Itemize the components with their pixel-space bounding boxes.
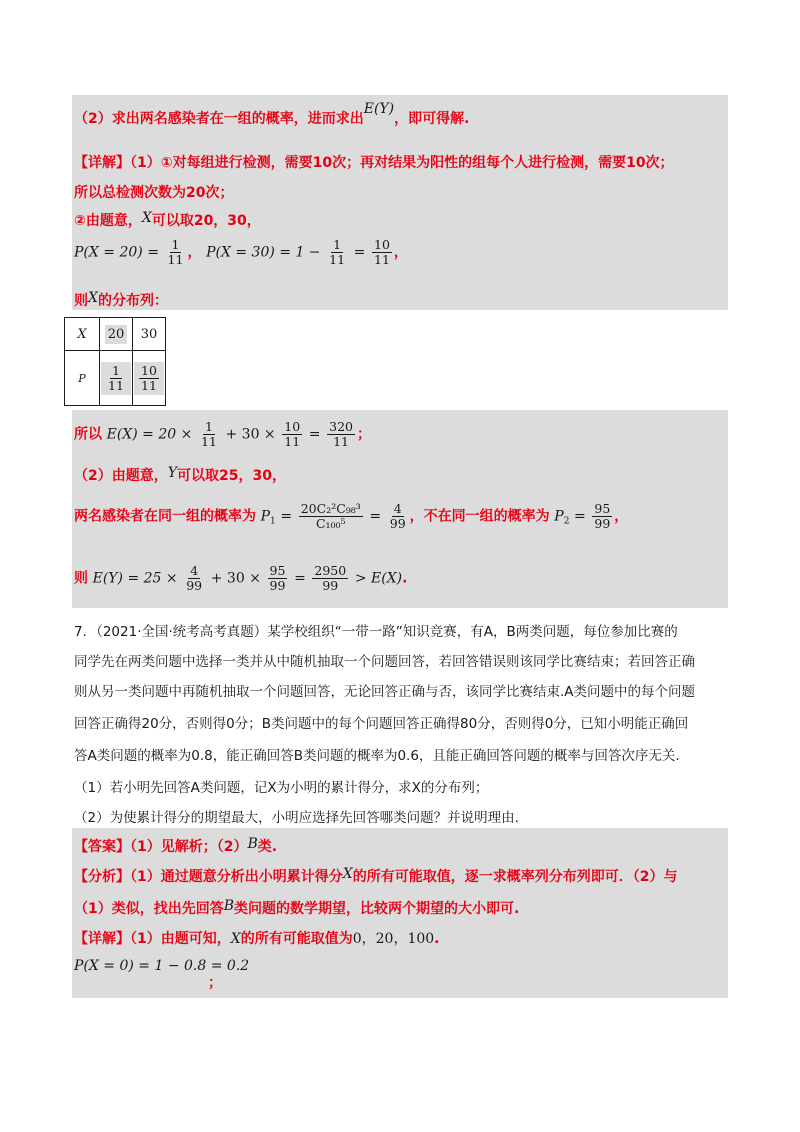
fraction (327, 420, 355, 449)
table-cell (65, 351, 100, 406)
numerator: 10 (374, 237, 390, 252)
math: P(X = 30) = 1 − (206, 244, 321, 261)
denominator: C₁₀₀⁵ (315, 516, 346, 531)
numerator: 4 (393, 501, 402, 516)
analysis-part2 (74, 101, 470, 128)
var-x: X (342, 866, 353, 882)
header-value: 20 (105, 325, 128, 344)
denominator: 11 (200, 434, 217, 449)
var-y: Y (167, 465, 177, 481)
text: . (402, 570, 408, 587)
answer-tag: 【答案】 (74, 839, 130, 855)
numerator: 2950 (314, 563, 347, 578)
expectation-ey: E(Y) (363, 101, 395, 117)
prob-cell (134, 362, 164, 395)
math: = (353, 244, 366, 261)
line-end (208, 972, 222, 992)
detail-part1 (74, 152, 674, 172)
var-x: X (88, 290, 98, 306)
distribution-table (64, 317, 166, 406)
text: . (434, 931, 440, 947)
question-subpart: （1）若小明先回答A类问题，记X为小明的累计得分，求X的分布列； (74, 780, 489, 796)
denominator: 11 (284, 434, 301, 449)
row-label-p: P (78, 371, 86, 385)
fraction (282, 420, 302, 449)
fraction (139, 364, 159, 393)
numerator: 1 (204, 419, 213, 434)
text: 的所有可能取值，逐一求概率列分布列即可．（2）与 (352, 869, 678, 885)
text: 可以取25，30， (177, 468, 286, 484)
detail-x-values (74, 210, 261, 230)
fraction (166, 238, 186, 267)
question-line: 7．（2021·全国·统考高考真题）某学校组织“一带一路”知识竞赛，有A，B两类问题，每位参加比赛的 (74, 624, 678, 640)
text: （1）由题可知， (130, 931, 231, 947)
numerator: 4 (190, 563, 199, 578)
text: 两名感染者在同一组的概率为 (74, 508, 256, 525)
analysis-tag: 【分析】 (74, 869, 130, 885)
text: （1）类似，找出先回答 (74, 901, 224, 917)
math: 2 (563, 516, 570, 527)
math: E(X) = 20 × (106, 426, 193, 443)
text: 所以 (74, 426, 102, 443)
expectation-x (74, 420, 371, 449)
math: = (574, 508, 586, 525)
text: 所以总检测次数为20次； (74, 185, 234, 201)
text: （1）见解析；（2） (130, 839, 248, 855)
math: > E(X) (354, 570, 403, 587)
math: P(X = 20) = (74, 244, 159, 261)
table-row (65, 351, 166, 406)
expectation-y (74, 564, 407, 593)
fraction (372, 238, 392, 267)
var-b: B (247, 836, 258, 852)
text: （2）求出两名感染者在一组的概率，进而求出 (74, 111, 364, 127)
question-line: 答A类问题的概率为0.8，能正确回答B类问题的概率为0.6，且能正确回答问题的概率与回答次序无关. (74, 748, 680, 764)
math: = (294, 570, 306, 587)
header-value: 30 (140, 326, 158, 342)
math: E(Y) = 25 × (92, 570, 178, 587)
text: ； (208, 975, 222, 991)
values: 0，20，100 (352, 931, 435, 947)
text: 类. (257, 839, 278, 855)
denominator: 11 (329, 252, 346, 267)
fraction (592, 502, 612, 531)
detail-tag: 【详解】 (74, 155, 130, 171)
text: 可以取20，30， (151, 213, 261, 229)
numerator: 95 (594, 501, 611, 516)
text: 则 (74, 293, 88, 309)
text: （2）由题意， (74, 468, 168, 484)
fraction (312, 564, 348, 593)
denominator: 99 (269, 578, 286, 593)
header-x: X (77, 326, 87, 342)
text: ； (357, 426, 371, 443)
denominator: 11 (141, 377, 157, 393)
table-cell (65, 318, 100, 351)
math: = (369, 508, 382, 525)
denominator: 11 (374, 252, 390, 267)
text: 则 (74, 570, 88, 587)
math: + 30 × (210, 570, 261, 587)
math: = (308, 426, 321, 443)
numerator: 95 (269, 563, 286, 578)
same-group-probability (74, 502, 628, 531)
answer-line (74, 836, 277, 856)
numerator: 1 (171, 237, 180, 252)
math: + 30 × (225, 426, 276, 443)
fraction (388, 502, 408, 531)
table-cell (100, 351, 133, 406)
text: （1）通过题意分析出小明累计得分 (130, 869, 343, 885)
numerator: 10 (284, 419, 301, 434)
fraction (268, 564, 288, 593)
fraction (199, 420, 219, 449)
denominator: 99 (322, 578, 339, 593)
denominator: 99 (186, 578, 203, 593)
text: ，不在同一组的概率为 (409, 508, 550, 525)
analysis-line (74, 866, 677, 886)
var-x: X (141, 210, 152, 226)
analysis-line-2 (74, 898, 519, 918)
table-row (65, 318, 166, 351)
numerator: 10 (141, 362, 157, 378)
var-x: X (230, 931, 241, 947)
math: P (260, 508, 271, 525)
denominator: 99 (389, 516, 406, 531)
text: ， (614, 508, 629, 525)
question-line: 回答正确得20分，否则得0分；B类问题中的每个问题回答正确得80分，否则得0分，已知小明能正确回 (74, 716, 689, 732)
denominator: 11 (167, 252, 184, 267)
denominator: 11 (333, 434, 350, 449)
denominator: 99 (594, 516, 611, 531)
text: 的所有可能取值为 (240, 931, 353, 947)
probability-x0 (74, 958, 249, 974)
numerator: 20C₂²C₉₈³ (300, 501, 361, 516)
text: （1）①对每组进行检测，需要10次；再对结果为阳性的组每个人进行检测，需要10次； (130, 155, 674, 171)
denominator: 11 (108, 377, 124, 393)
question-subpart: （2）为使累计得分的期望最大，小明应选择先回答哪类问题？并说明理由. (74, 810, 519, 826)
table-cell (133, 351, 166, 406)
detail-y-values (74, 465, 286, 485)
distribution-heading (74, 290, 168, 310)
math: P(X = 0) = 1 − 0.8 = 0.2 (74, 958, 250, 974)
math: = (280, 508, 293, 525)
detail-total (74, 182, 233, 202)
detail-line (74, 928, 440, 948)
numerator: 1 (333, 237, 342, 252)
detail-tag: 【详解】 (74, 931, 130, 947)
text: 类问题的数学期望，比较两个期望的大小即可. (234, 901, 520, 917)
text: ，即可得解. (394, 111, 470, 127)
fraction (184, 564, 204, 593)
var-b: B (223, 898, 235, 914)
math: P (554, 508, 564, 525)
fraction (327, 238, 347, 267)
prob-cell (101, 362, 131, 395)
table-cell (100, 318, 133, 351)
question-line: 则从另一类问题中再随机抽取一个问题回答，无论回答正确与否，该同学比赛结束.A类问题中的每个问题 (74, 684, 696, 700)
table-cell (133, 318, 166, 351)
numerator: 320 (329, 419, 353, 434)
text: ， (393, 244, 408, 261)
text: 的分布列： (97, 293, 168, 309)
question-line: 同学先在两类问题中选择一类并从中随机抽取一个问题回答，若回答错误则该同学比赛结束；若回答正确 (74, 654, 695, 670)
fraction (106, 364, 126, 393)
math: 1 (270, 516, 276, 527)
text: ②由题意， (74, 213, 142, 229)
text: ， (187, 244, 202, 261)
fraction (299, 502, 363, 531)
probability-equations (74, 238, 408, 267)
numerator: 1 (112, 362, 120, 378)
